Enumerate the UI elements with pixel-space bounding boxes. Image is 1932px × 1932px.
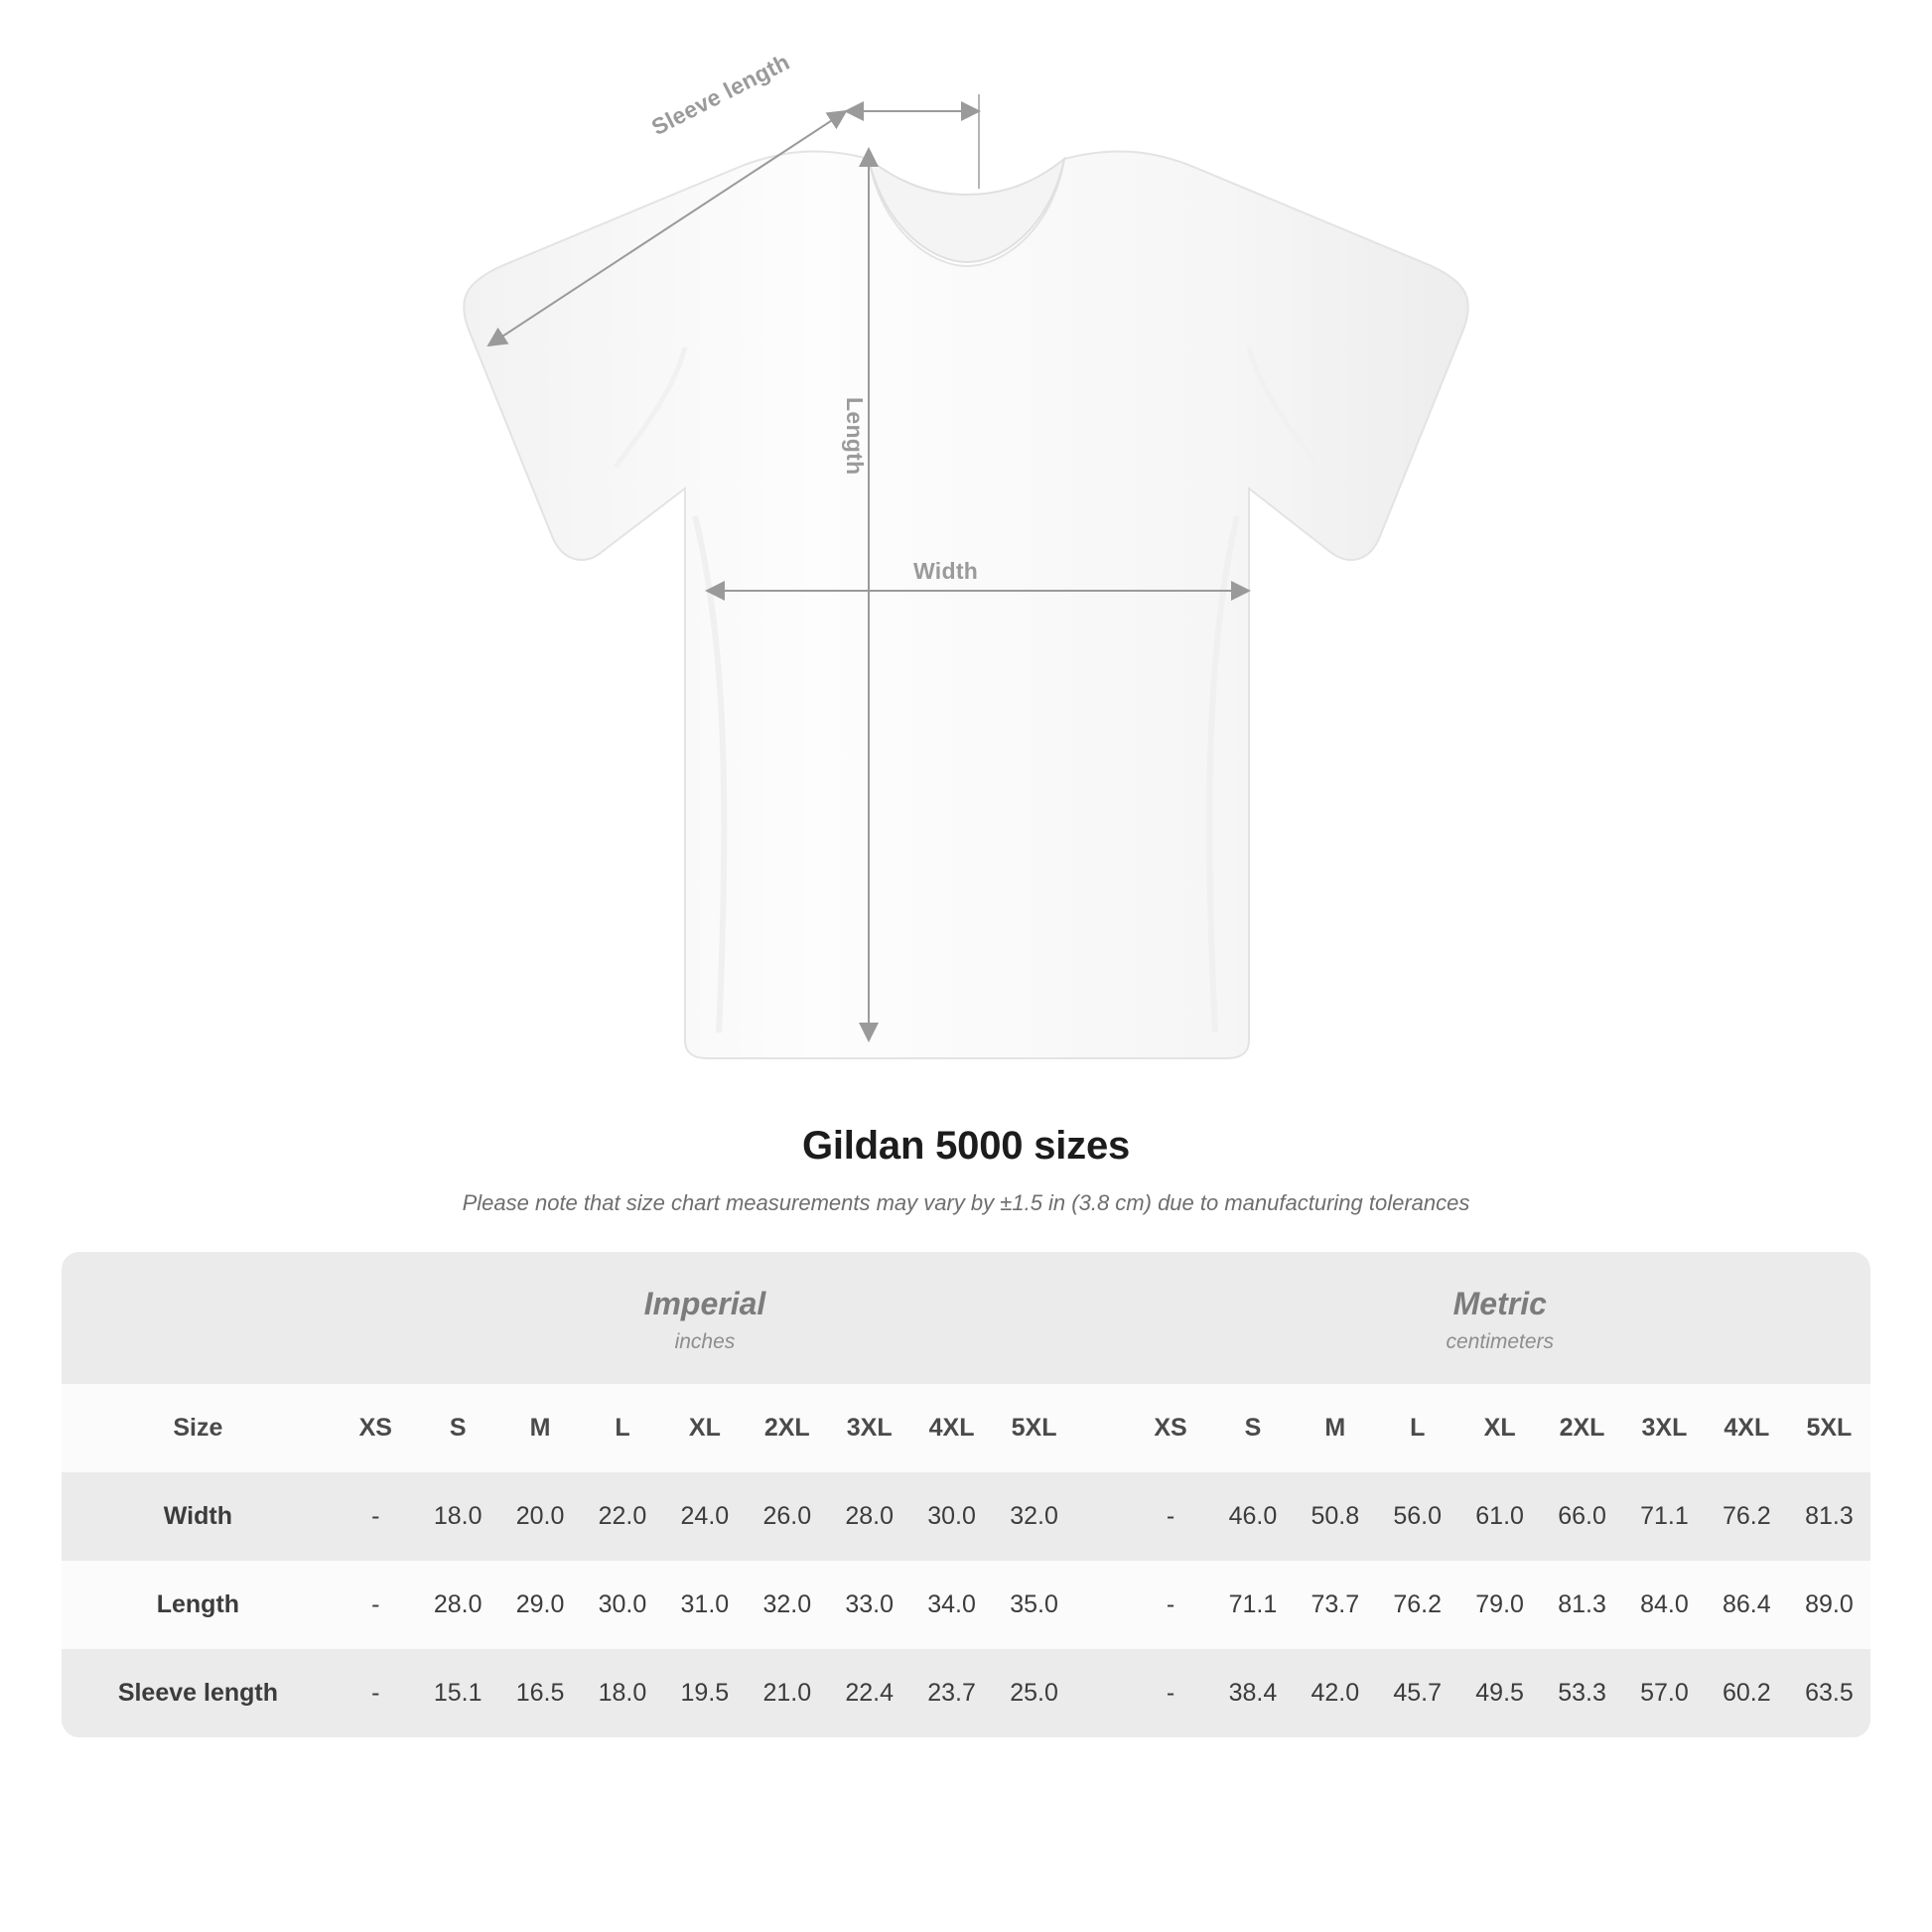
size-table <box>62 1252 1870 1737</box>
cell-imperial: 18.0 <box>582 1649 664 1737</box>
cell-imperial: 32.0 <box>746 1561 828 1649</box>
cell-imperial: 23.7 <box>910 1649 993 1737</box>
header-size-metric-5xl: 5XL <box>1788 1384 1870 1472</box>
unit-header-spacer <box>62 1252 335 1384</box>
cell-imperial: 20.0 <box>499 1472 582 1561</box>
cell-imperial: 25.0 <box>993 1649 1075 1737</box>
cell-metric: - <box>1130 1561 1212 1649</box>
row-gap <box>1075 1561 1129 1649</box>
cell-metric: 46.0 <box>1211 1472 1294 1561</box>
cell-imperial: 21.0 <box>746 1649 828 1737</box>
cell-imperial: 18.0 <box>417 1472 499 1561</box>
header-size-metric-4xl: 4XL <box>1706 1384 1788 1472</box>
cell-imperial: 35.0 <box>993 1561 1075 1649</box>
cell-imperial: 22.0 <box>582 1472 664 1561</box>
cell-metric: 63.5 <box>1788 1649 1870 1737</box>
cell-imperial: 15.1 <box>417 1649 499 1737</box>
header-size-metric-xs: XS <box>1130 1384 1212 1472</box>
row-label-width: Width <box>62 1472 335 1561</box>
header-size-imperial-2xl: 2XL <box>746 1384 828 1472</box>
cell-imperial: 28.0 <box>828 1472 910 1561</box>
cell-imperial: 24.0 <box>663 1472 746 1561</box>
cell-metric: 76.2 <box>1376 1561 1458 1649</box>
cell-metric: 86.4 <box>1706 1561 1788 1649</box>
cell-imperial: 29.0 <box>499 1561 582 1649</box>
cell-metric: 73.7 <box>1294 1561 1376 1649</box>
unit-header-gap <box>1075 1252 1129 1384</box>
page-title: Gildan 5000 sizes <box>801 1124 1131 1168</box>
cell-metric: 81.3 <box>1788 1472 1870 1561</box>
cell-metric: 60.2 <box>1706 1649 1788 1737</box>
cell-metric: 79.0 <box>1458 1561 1541 1649</box>
cell-metric: 76.2 <box>1706 1472 1788 1561</box>
chart-heading <box>0 1124 1932 1216</box>
cell-imperial: 30.0 <box>910 1472 993 1561</box>
cell-metric: 89.0 <box>1788 1561 1870 1649</box>
cell-metric: - <box>1130 1472 1212 1561</box>
cell-metric: 42.0 <box>1294 1649 1376 1737</box>
header-size-imperial-l: L <box>582 1384 664 1472</box>
width-label: Width <box>913 558 979 584</box>
header-size-imperial-4xl: 4XL <box>910 1384 993 1472</box>
header-size-imperial-5xl: 5XL <box>993 1384 1075 1472</box>
row-gap <box>1075 1649 1129 1737</box>
row-label-sleeve-length: Sleeve length <box>62 1649 335 1737</box>
cell-metric: - <box>1130 1649 1212 1737</box>
header-size-imperial-m: M <box>499 1384 582 1472</box>
tshirt-shape <box>464 151 1468 1058</box>
table-row <box>62 1561 1870 1649</box>
header-size-metric-2xl: 2XL <box>1541 1384 1623 1472</box>
cell-metric: 57.0 <box>1623 1649 1706 1737</box>
size-table-wrapper <box>62 1252 1870 1737</box>
cell-imperial: - <box>335 1561 417 1649</box>
cell-metric: 84.0 <box>1623 1561 1706 1649</box>
cell-metric: 49.5 <box>1458 1649 1541 1737</box>
row-gap <box>1075 1472 1129 1561</box>
sleeve-length-label: Sleeve length <box>647 48 794 141</box>
cell-metric: 81.3 <box>1541 1561 1623 1649</box>
cell-imperial: 32.0 <box>993 1472 1075 1561</box>
cell-imperial: 16.5 <box>499 1649 582 1737</box>
header-size-metric-xl: XL <box>1458 1384 1541 1472</box>
cell-metric: 71.1 <box>1211 1561 1294 1649</box>
header-gap <box>1075 1384 1129 1472</box>
unit-header-metric <box>1130 1252 1870 1384</box>
cell-imperial: 22.4 <box>828 1649 910 1737</box>
row-label-length: Length <box>62 1561 335 1649</box>
unit-sub-metric: centimeters <box>1446 1330 1555 1353</box>
cell-metric: 38.4 <box>1211 1649 1294 1737</box>
unit-header-row <box>62 1252 1870 1384</box>
cell-imperial: 31.0 <box>663 1561 746 1649</box>
cell-imperial: 28.0 <box>417 1561 499 1649</box>
length-label: Length <box>842 397 868 476</box>
tolerance-note: Please note that size chart measurements may vary by ±1.5 in (3.8 cm) due to manufacturing tolerances <box>462 1190 1470 1215</box>
header-size-imperial-xs: XS <box>335 1384 417 1472</box>
table-row <box>62 1649 1870 1737</box>
cell-imperial: - <box>335 1649 417 1737</box>
cell-metric: 53.3 <box>1541 1649 1623 1737</box>
unit-header-imperial <box>335 1252 1075 1384</box>
header-size-imperial-s: S <box>417 1384 499 1472</box>
cell-imperial: 34.0 <box>910 1561 993 1649</box>
cell-metric: 61.0 <box>1458 1472 1541 1561</box>
header-size-metric-3xl: 3XL <box>1623 1384 1706 1472</box>
header-size-label: Size <box>62 1384 335 1472</box>
cell-metric: 66.0 <box>1541 1472 1623 1561</box>
header-size-imperial-3xl: 3XL <box>828 1384 910 1472</box>
cell-metric: 50.8 <box>1294 1472 1376 1561</box>
cell-imperial: 26.0 <box>746 1472 828 1561</box>
cell-metric: 56.0 <box>1376 1472 1458 1561</box>
cell-imperial: 33.0 <box>828 1561 910 1649</box>
cell-imperial: 19.5 <box>663 1649 746 1737</box>
header-size-metric-m: M <box>1294 1384 1376 1472</box>
header-size-metric-l: L <box>1376 1384 1458 1472</box>
table-row <box>62 1472 1870 1561</box>
size-header-row <box>62 1384 1870 1472</box>
unit-name-imperial: Imperial <box>643 1286 766 1321</box>
header-size-imperial-xl: XL <box>663 1384 746 1472</box>
cell-metric: 45.7 <box>1376 1649 1458 1737</box>
unit-name-metric: Metric <box>1452 1286 1547 1321</box>
cell-imperial: 30.0 <box>582 1561 664 1649</box>
unit-sub-imperial: inches <box>674 1330 736 1353</box>
cell-imperial: - <box>335 1472 417 1561</box>
header-size-metric-s: S <box>1211 1384 1294 1472</box>
cell-metric: 71.1 <box>1623 1472 1706 1561</box>
